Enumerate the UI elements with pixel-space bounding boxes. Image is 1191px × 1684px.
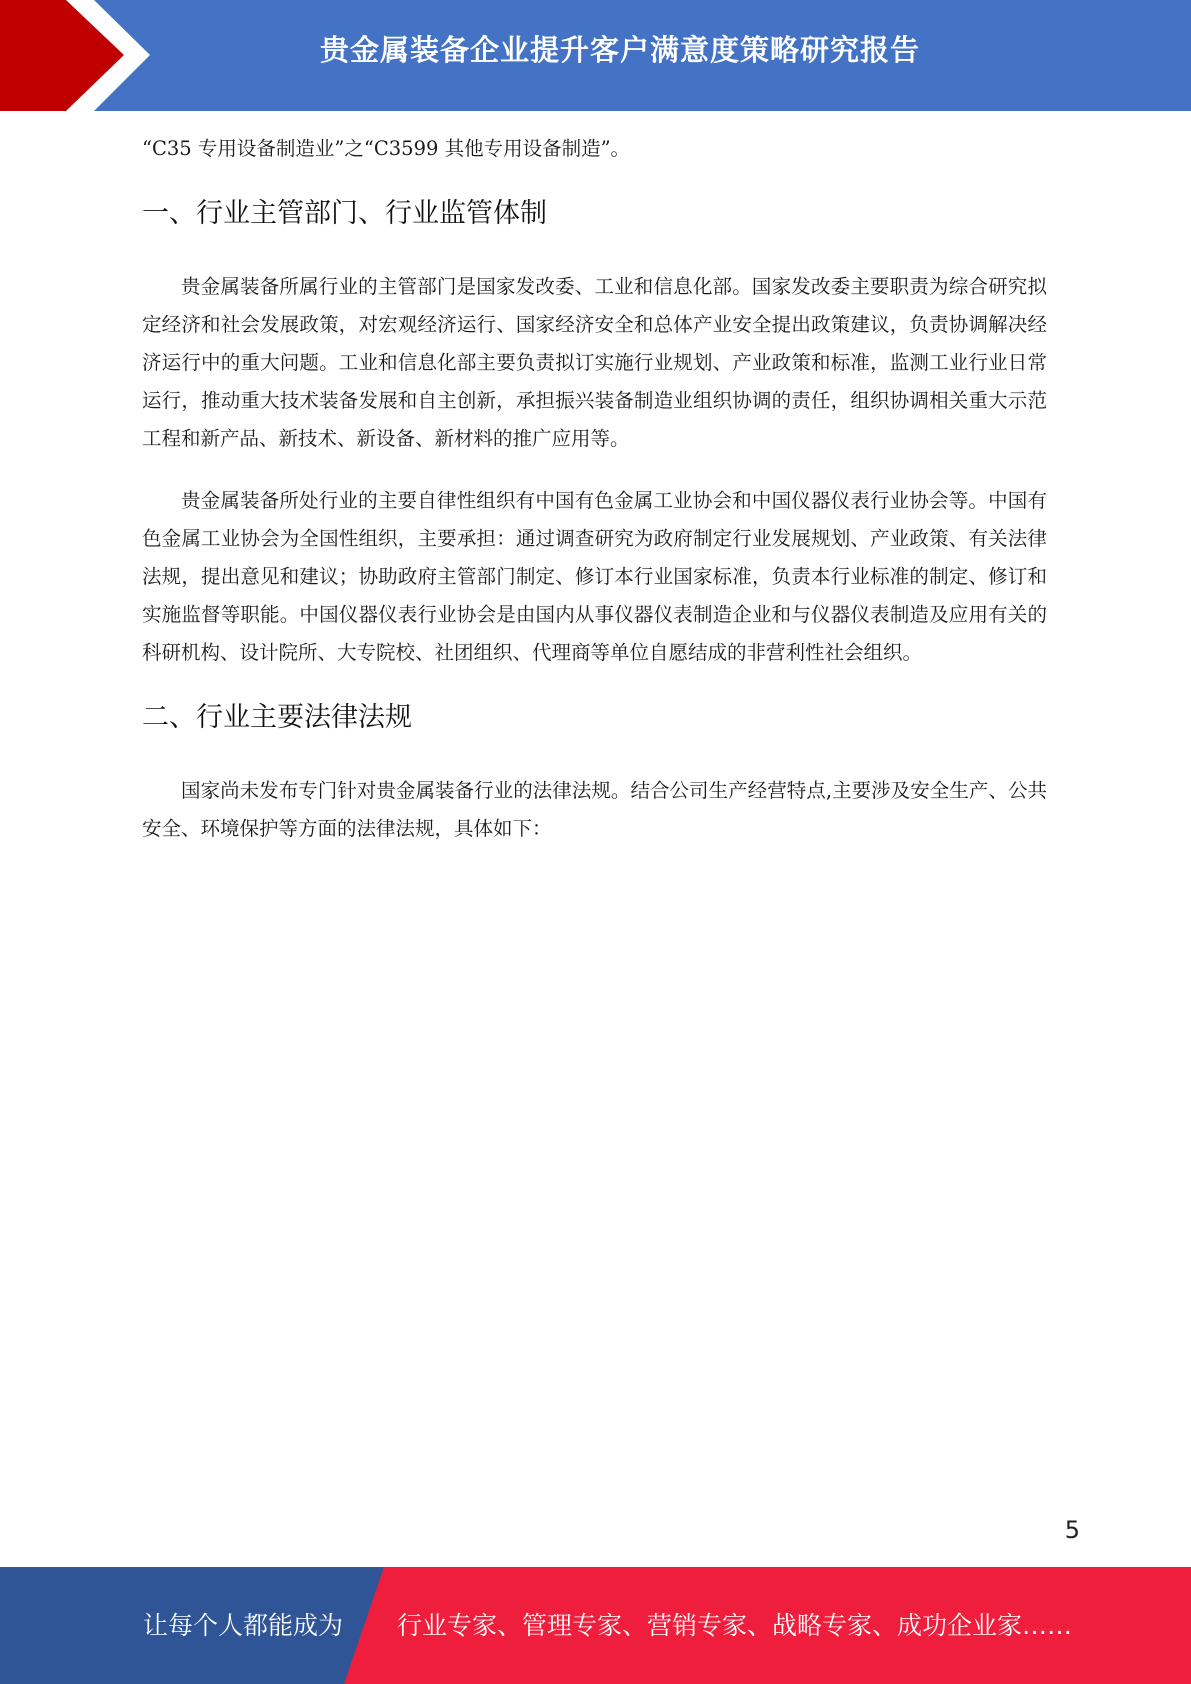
report-title: 贵金属装备企业提升客户满意度策略研究报告 — [319, 33, 920, 67]
document-body — [142, 130, 1047, 848]
footer-slogan-right: 行业专家、管理专家、营销专家、战略专家、成功企业家…… — [397, 1611, 1073, 1640]
page-header — [0, 0, 1191, 111]
section2-paragraph1: 国家尚未发布专门针对贵金属装备行业的法律法规。结合公司生产经营特点,主要涉及安全生产、公共安全、环境保护等方面的法律法规，具体如下： — [142, 779, 1047, 840]
page-number: 5 — [1064, 1516, 1080, 1544]
footer-slogan-left: 让每个人都能成为 — [143, 1611, 344, 1640]
page-footer — [0, 1567, 1191, 1684]
section1-paragraph1: 贵金属装备所属行业的主管部门是国家发改委、工业和信息化部。国家发改委主要职责为综合研究拟定经济和社会发展政策，对宏观经济运行、国家经济安全和总体产业安全提出政策建议，负责协调解决经济运行中的重大问题。工业和信息化部主要负责拟订实施行业规划、产业政策和标准，监测工业行业日常运行，推动重大技术装备发展和自主创新，承担振兴装备制造业组织协调的责任，组织协调相关重大示范工程和新产品、新技术、新设备、新材料的推广应用等。 — [142, 275, 1047, 450]
section2-heading: 二、行业主要法律法规 — [142, 702, 412, 733]
intro-line: “C35 专用设备制造业”之“C3599 其他专用设备制造”。 — [142, 137, 631, 160]
section1-heading: 一、行业主管部门、行业监管体制 — [142, 198, 547, 229]
section1-paragraph2: 贵金属装备所处行业的主要自律性组织有中国有色金属工业协会和中国仪器仪表行业协会等。中国有色金属工业协会为全国性组织，主要承担：通过调查研究为政府制定行业发展规划、产业政策、有关法律法规，提出意见和建议；协助政府主管部门制定、修订本行业国家标准，负责本行业标准的制定、修订和实施监督等职能。中国仪器仪表行业协会是由国内从事仪器仪表制造企业和与仪器仪表制造及应用有关的科研机构、设计院所、大专院校、社团组织、代理商等单位自愿结成的非营利性社会组织。 — [142, 489, 1047, 664]
